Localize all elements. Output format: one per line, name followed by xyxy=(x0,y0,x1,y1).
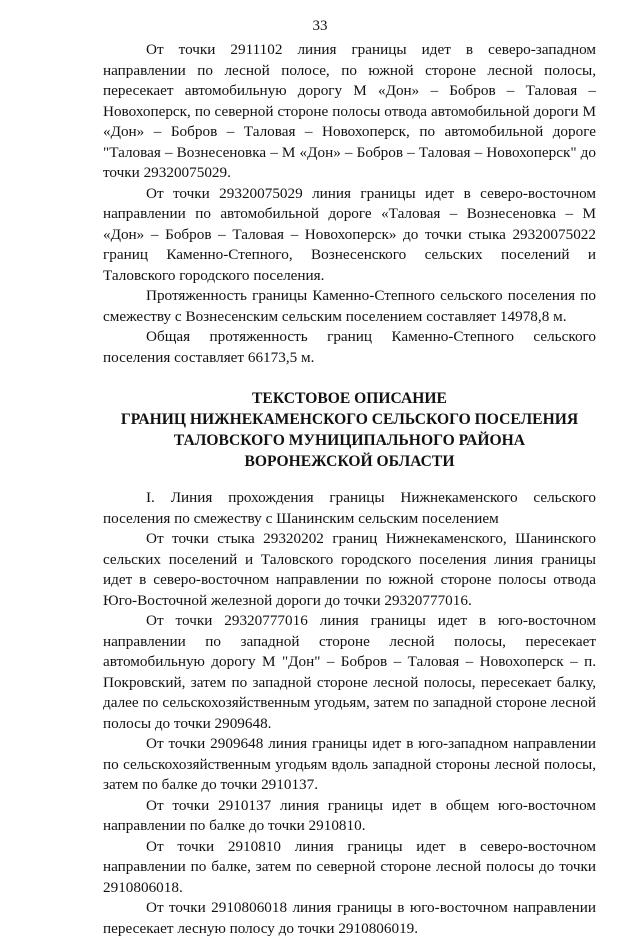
paragraph: От точки 2910137 линия границы идет в общем юго-восточном направлении по балке до точки 2910810. xyxy=(103,796,596,834)
heading-line: ТЕКСТОВОЕ ОПИСАНИЕ xyxy=(252,390,447,407)
paragraph: Протяженность границы Каменно-Степного сельского поселения по смежеству с Вознесенским сельским поселением составляет 14978,8 м. xyxy=(103,287,596,325)
paragraph: От точки 29320777016 линия границы идет в юго-восточном направлении по западной стороне лесной полосы, пересекает автомобильную дорогу М "Дон" – Бобров – Таловая – Новохоперск – п. Покровский, затем по западной стороне лесной полосы, пересекает балку, далее по сельскохозяйственным угодьям, затем по западной стороне лесной полосы до точки 2909648. xyxy=(103,612,596,732)
paragraph: От точки 2911102 линия границы идет в северо-западном направлении по лесной полосе, по южной стороне лесной полосы, пересекает автомобильную дорогу М «Дон» – Бобров – Таловая – Новохоперск, по северной стороне полосы отвода автомобильной дороги М «Дон» – Бобров – Таловая – Новохоперск, по автомобильной дороге "Таловая – Вознесеновка – М «Дон» – Бобров – Таловая – Новохоперск" до точки 29320075029. xyxy=(103,41,596,181)
paragraph: Общая протяженность границ Каменно-Степного сельского поселения составляет 66173,5 м. xyxy=(103,328,596,366)
heading-line: ВОРОНЕЖСКОЙ ОБЛАСТИ xyxy=(244,453,455,470)
section-heading xyxy=(103,388,596,472)
document-body xyxy=(103,40,596,939)
heading-line: ТАЛОВСКОГО МУНИЦИПАЛЬНОГО РАЙОНА xyxy=(173,432,526,449)
paragraph: От точки 29320075029 линия границы идет в северо-восточном направлении по автомобильной дороге «Таловая – Вознесеновка – М «Дон» – Бобров – Таловая – Новохоперск» до точки стыка 29320075022 границ Каменно-Степного, Вознесенского сельских поселений и Таловского городского поселения. xyxy=(103,184,596,284)
paragraph: От точки 2910806018 линия границы в юго-восточном направлении пересекает лесную полосу до точки 2910806019. xyxy=(103,899,596,937)
paragraph: От точки стыка 29320202 границ Нижнекаменского, Шанинского сельских поселений и Таловского городского поселения линия границы идет в северо-восточном направлении по южной стороне полосы отвода Юго-Восточной железной дороги до точки 29320777016. xyxy=(103,530,596,609)
paragraph: От точки 2909648 линия границы идет в юго-западном направлении по сельскохозяйственным угодьям вдоль западной стороны лесной полосы, затем по балке до точки 2910137. xyxy=(103,735,596,793)
subsection-title: I. Линия прохождения границы Нижнекаменского сельского поселения по смежеству с Шанинским сельским поселением xyxy=(103,489,596,527)
paragraph: От точки 2910810 линия границы идет в северо-восточном направлении по балке, затем по северной стороне лесной полосы до точки 2910806018. xyxy=(103,837,596,896)
heading-line: ГРАНИЦ НИЖНЕКАМЕНСКОГО СЕЛЬСКОГО ПОСЕЛЕНИЯ xyxy=(120,411,579,428)
page-number: 33 xyxy=(312,18,328,34)
